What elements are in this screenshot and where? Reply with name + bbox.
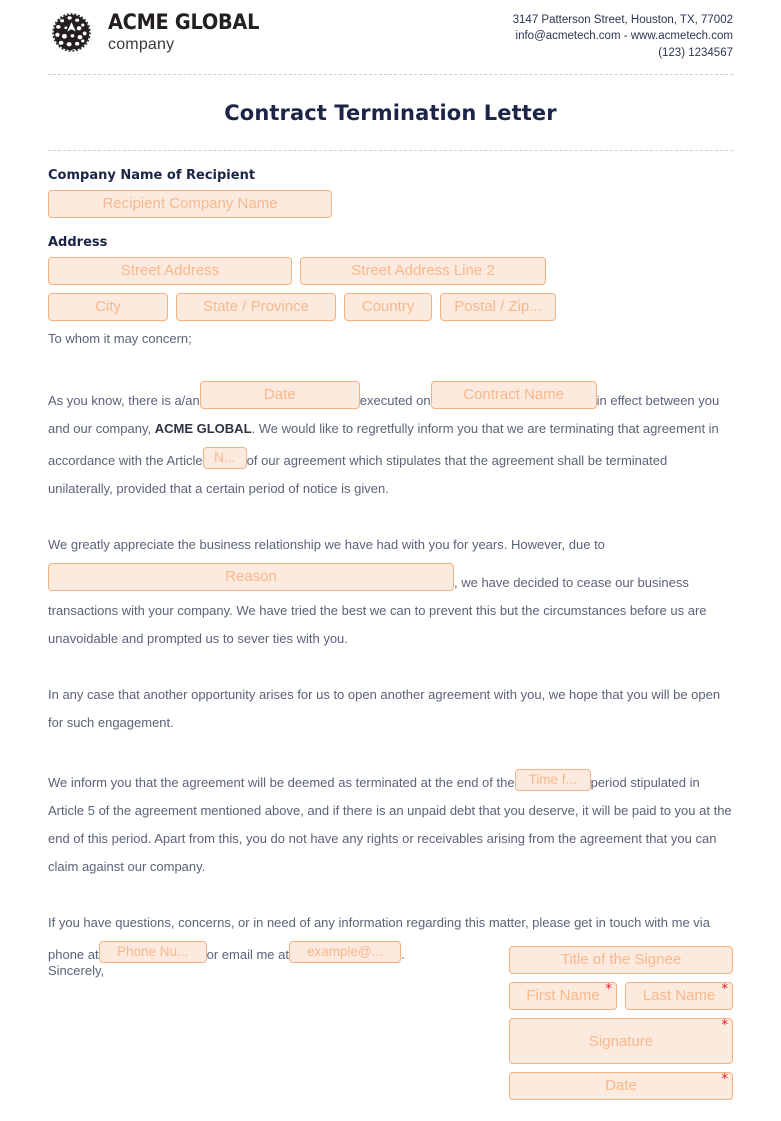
p1-text-c: in effect between you and our company, <box>48 393 720 436</box>
paragraph-4 <box>48 765 733 881</box>
page-title: Contract Termination Letter <box>224 101 557 125</box>
p5-text-a: If you have questions, concerns, or in need of any information regarding this matter, please get in touch with me via phone at <box>48 915 710 962</box>
brand-text <box>108 9 272 53</box>
postal-zip-input[interactable]: Postal / Zip... <box>440 293 556 321</box>
signature-block <box>509 946 733 1108</box>
country-input[interactable]: Country <box>344 293 432 321</box>
brand-subtitle: company <box>108 35 175 53</box>
p1-text-d: . We would like to regretfully inform you that we are terminating that agreement in accordance with the Article <box>48 421 719 468</box>
company-address: 3147 Patterson Street, Houston, TX, 77002 <box>512 14 733 26</box>
signature-date-required-marker: * <box>721 1072 728 1087</box>
signee-name-row <box>509 982 733 1010</box>
brand-block <box>48 8 272 56</box>
street-address-line2-input[interactable]: Street Address Line 2 <box>300 257 546 285</box>
signature-required-marker: * <box>721 1018 728 1033</box>
signature-date-placeholder: Date <box>605 1077 637 1094</box>
letterhead <box>48 0 733 64</box>
signature-input[interactable] <box>509 1018 733 1064</box>
street-address-input[interactable]: Street Address <box>48 257 292 285</box>
phone-number-input[interactable]: Phone Nu... <box>99 941 207 963</box>
signee-title-row <box>509 946 733 974</box>
signature-date-row <box>509 1072 733 1100</box>
recipient-company-input[interactable]: Recipient Company Name <box>48 190 332 218</box>
first-name-required-marker: * <box>605 982 612 997</box>
state-province-input[interactable]: State / Province <box>176 293 336 321</box>
last-name-input[interactable] <box>625 982 733 1010</box>
email-input[interactable]: example@... <box>289 941 401 963</box>
address-label: Address <box>48 235 108 250</box>
letter-body <box>48 377 733 969</box>
salutation: To whom it may concern; <box>48 331 192 346</box>
first-name-placeholder: First Name <box>526 987 600 1004</box>
p4-text-a: We inform you that the agreement will be deemed as terminated at the end of the <box>48 775 515 790</box>
reason-input[interactable]: Reason <box>48 563 454 591</box>
header-divider <box>48 74 733 75</box>
signature-placeholder: Signature <box>588 1033 654 1050</box>
recipient-company-row <box>48 190 733 218</box>
last-name-placeholder: Last Name <box>642 987 716 1004</box>
p2-text-a: We greatly appreciate the business relationship we have had with you for years. However, due to <box>48 537 605 552</box>
first-name-input[interactable] <box>509 982 617 1010</box>
city-input[interactable]: City <box>48 293 168 321</box>
brand-name: ACME GLOBAL <box>108 9 260 34</box>
address-row-1 <box>48 257 733 285</box>
paragraph-2 <box>48 531 733 653</box>
article-number-input[interactable]: N... <box>203 447 247 469</box>
closing-wrap <box>48 961 104 981</box>
dotted-globe-logo-icon <box>48 9 95 56</box>
p1-text-a: As you know, there is a/an <box>48 393 200 408</box>
p5-text-c: . <box>400 947 405 962</box>
signature-date-input[interactable] <box>509 1072 733 1100</box>
paragraph-3: In any case that another opportunity arises for us to open another agreement with you, we hope that you will be open for such engagement. <box>48 687 721 730</box>
company-contact-info <box>513 8 733 61</box>
p2-text-b: , we have decided to cease our business transactions with your company. We have tried the best we can to prevent this but the circumstances before us are unavoidable and prompted us to sever ties with you. <box>48 575 707 646</box>
paragraph-1 <box>48 377 733 503</box>
p4-text-b: period stipulated in Article 5 of the agreement mentioned above, and if there is an unpaid debt that you deserve, it will be paid to you at the end of this period. Apart from this, you do not have any rights or receivables arising from the agreement that you can claim against our company. <box>48 775 732 874</box>
address-row-2 <box>48 293 733 321</box>
last-name-required-marker: * <box>721 982 728 997</box>
time-frame-input[interactable]: Time f... <box>515 769 591 791</box>
signature-field-row <box>509 1018 733 1064</box>
company-email-website: info@acmetech.com - www.acmetech.com <box>515 30 733 43</box>
signee-title-input[interactable]: Title of the Signee <box>509 946 733 974</box>
company-name-inline: ACME GLOBAL <box>154 421 252 436</box>
recipient-company-label: Company Name of Recipient <box>48 168 256 183</box>
company-phone: (123) 1234567 <box>658 46 733 59</box>
p1-text-e: of our agreement which stipulates that the agreement shall be terminated unilaterally, provided that a certain period of notice is given. <box>48 453 668 496</box>
contract-name-input[interactable]: Contract Name <box>431 381 597 409</box>
agreement-date-input[interactable]: Date <box>200 381 360 409</box>
closing-text: Sincerely, <box>48 963 105 978</box>
p1-text-b: executed on <box>359 393 431 408</box>
p5-text-b: or email me at <box>206 947 289 962</box>
